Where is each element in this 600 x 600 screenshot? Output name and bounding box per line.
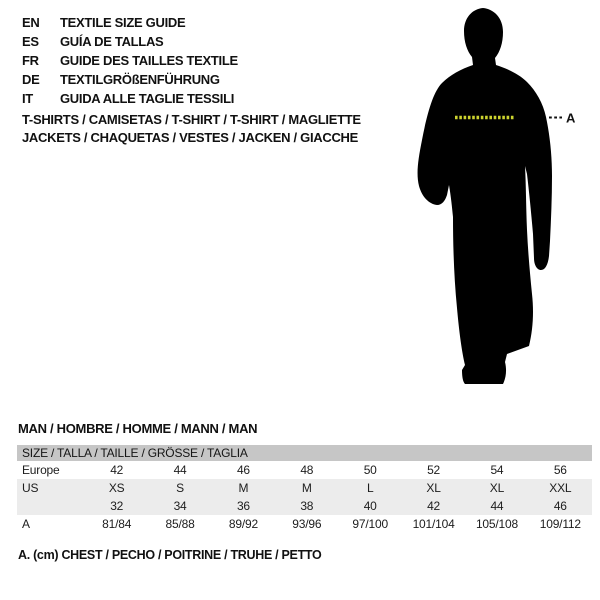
- language-code: ES: [22, 34, 39, 49]
- language-row: [22, 13, 238, 32]
- size-cell: 97/100: [352, 517, 388, 531]
- language-code: IT: [22, 91, 33, 106]
- language-title: GUIDA ALLE TAGLIE TESSILI: [60, 91, 235, 106]
- language-title: GUIDE DES TAILLES TEXTILE: [60, 53, 238, 68]
- size-table-row: [17, 479, 592, 497]
- size-cell: 34: [173, 499, 187, 513]
- language-row: [22, 70, 238, 89]
- size-cell: 54: [490, 463, 504, 477]
- size-row-label: US: [22, 481, 39, 495]
- size-cell: 56: [553, 463, 567, 477]
- garment-categories: [22, 111, 361, 147]
- language-list: [22, 13, 238, 108]
- size-cell: 105/108: [475, 517, 518, 531]
- size-cell: XXL: [549, 481, 572, 495]
- category-line-jackets: JACKETS / CHAQUETAS / VESTES / JACKEN / GIACCHE: [22, 130, 358, 145]
- size-cell: 52: [427, 463, 441, 477]
- section-title-man: MAN / HOMBRE / HOMME / MANN / MAN: [18, 421, 258, 436]
- size-cell: S: [176, 481, 184, 495]
- size-cell: XL: [426, 481, 441, 495]
- language-code: DE: [22, 72, 40, 87]
- man-silhouette-figure: [412, 6, 582, 388]
- size-cell: 109/112: [539, 517, 581, 531]
- size-cell: 36: [236, 499, 250, 513]
- size-table-header: SIZE / TALLA / TAILLE / GRÖSSE / TAGLIA: [17, 445, 592, 461]
- size-cell: 93/96: [292, 517, 322, 531]
- size-cell: 50: [363, 463, 377, 477]
- size-cell: M: [301, 481, 312, 495]
- measure-label-a: A: [566, 110, 576, 126]
- measure-legend: A. (cm) CHEST / PECHO / POITRINE / TRUHE / PETTO: [18, 548, 322, 562]
- size-cell: 44: [490, 499, 504, 513]
- size-table-row: [17, 515, 592, 533]
- size-cell: 48: [300, 463, 314, 477]
- size-cell: XS: [108, 481, 125, 495]
- size-cell: 85/88: [165, 517, 195, 531]
- language-title: TEXTILE SIZE GUIDE: [60, 15, 186, 30]
- language-row: [22, 89, 238, 108]
- size-cell: 81/84: [102, 517, 132, 531]
- size-row-label: Europe: [22, 463, 60, 477]
- size-cell: 89/92: [228, 517, 258, 531]
- size-cell: 38: [300, 499, 314, 513]
- size-cell: 42: [427, 499, 441, 513]
- size-cell: 46: [553, 499, 567, 513]
- language-title: TEXTILGRÖßENFÜHRUNG: [60, 72, 220, 87]
- size-table-row: [17, 461, 592, 479]
- size-cell: 42: [110, 463, 124, 477]
- silhouette-shape: [418, 8, 552, 384]
- size-cell: 46: [236, 463, 250, 477]
- size-table-row: [17, 497, 592, 515]
- size-cell: L: [366, 481, 374, 495]
- size-cell: 40: [363, 499, 377, 513]
- language-title: GUÍA DE TALLAS: [60, 34, 164, 49]
- category-line-tshirts: T-SHIRTS / CAMISETAS / T-SHIRT / T-SHIRT / MAGLIETTE: [22, 112, 361, 127]
- size-table-body: [17, 461, 592, 533]
- size-cell: 32: [110, 499, 124, 513]
- language-code: EN: [22, 15, 40, 30]
- language-row: [22, 51, 238, 70]
- size-cell: XL: [489, 481, 505, 495]
- size-row-label: A: [22, 517, 30, 531]
- language-row: [22, 32, 238, 51]
- size-cell: 101/104: [412, 517, 455, 531]
- size-row-label: [17, 497, 85, 515]
- size-cell: 44: [173, 463, 187, 477]
- size-table: [17, 445, 592, 533]
- size-cell: M: [238, 481, 249, 495]
- language-code: FR: [22, 53, 39, 68]
